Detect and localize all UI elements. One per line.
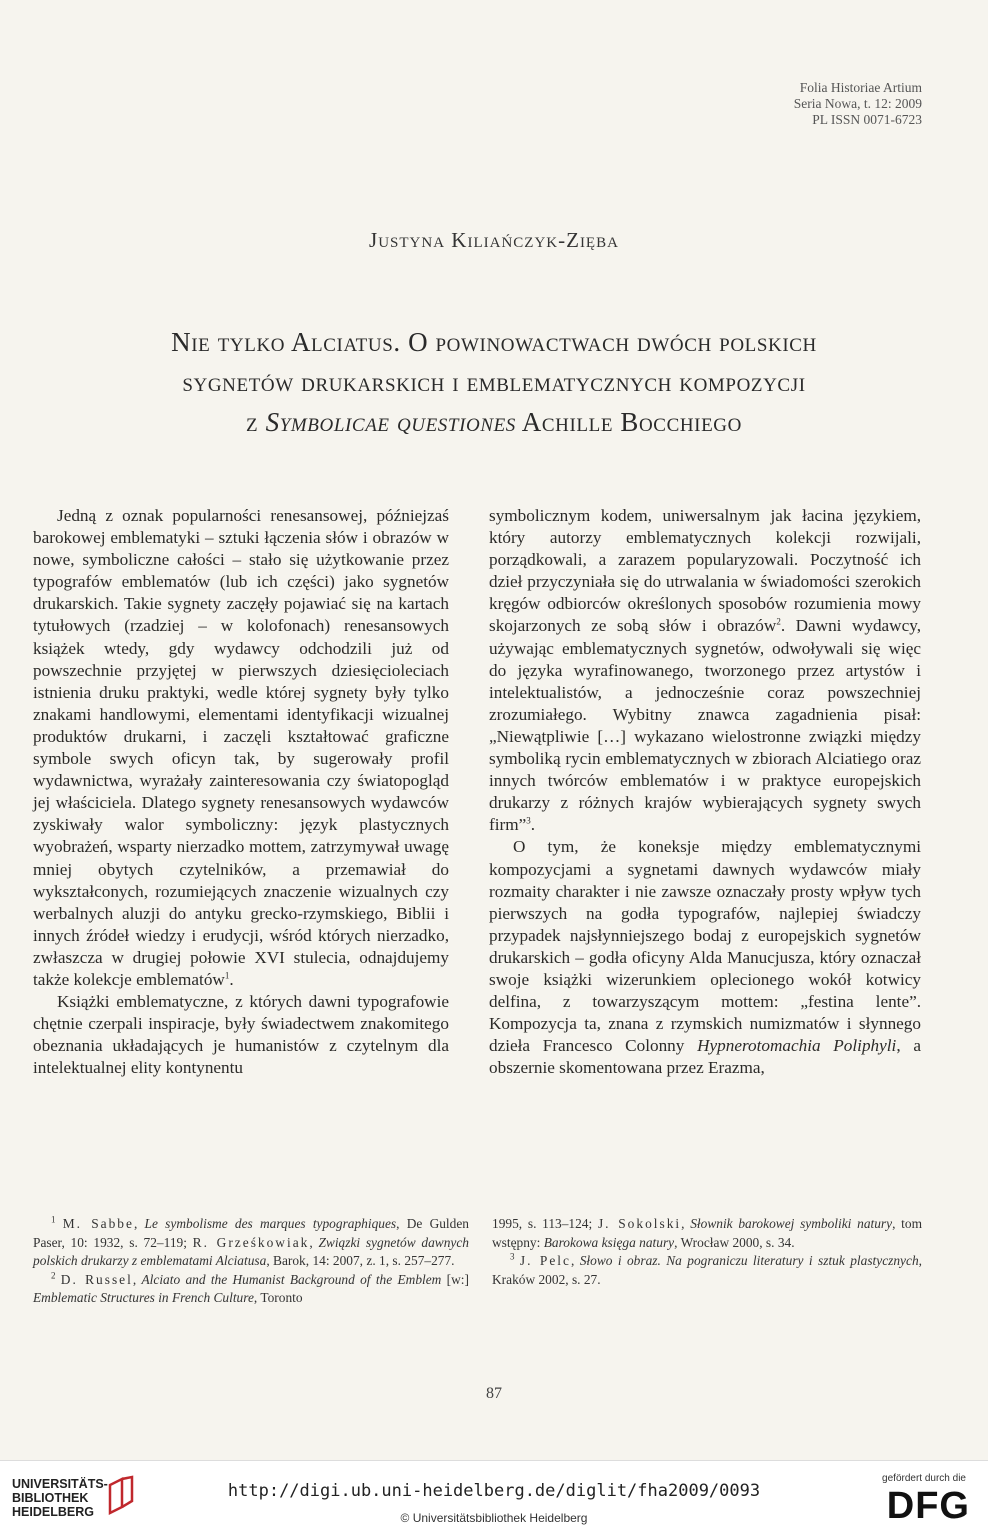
- body-column-right: [489, 505, 921, 1079]
- footnote-ref[interactable]: 3: [526, 815, 531, 826]
- title-prefix: z: [246, 407, 259, 437]
- library-logo[interactable]: UNIVERSITÄTS- BIBLIOTHEK HEIDELBERG: [12, 1477, 108, 1519]
- journal-series: Seria Nowa, t. 12: 2009: [793, 96, 922, 111]
- paragraph: O tym, że koneksje między emblematycznymi kompozycjami a sygnetami dawnych wydawców miały rozmaity charakter i nie zawsze oznaczały prosty wpływ tych pierwszych na godła typografów, najlepiej świadczy przypadek najsłynniejszego bodaj z europejskich sygnetów drukarskich – godła oficyny Alda Manucjusza, który oznaczał swoje książki wizerunkiem oplecionego wokół kotwicy delfina, z towarzyszącym mottem: „festina lente”. Kompozycja ta, znana z rzymskich numizmatów i słynnego dzieła Francesco Colonny Hypnerotomachia Poliphyli, a obszernie skomentowana przez Erazma,: [489, 837, 921, 1078]
- source-url-link[interactable]: http://digi.ub.uni-heidelberg.de/diglit/fha2009/0093: [227, 1481, 761, 1501]
- footnote-2-cont: 1995, s. 113–124; J. Sokolski, Słownik barokowej symboliki natury, tom wstępny: Barokowa księga natury, Wrocław 2000, s. 34.: [492, 1216, 922, 1250]
- viewer-footer: [0, 1460, 988, 1537]
- footnote-ref[interactable]: 1: [224, 970, 230, 981]
- title-suffix: Achille Bocchiego: [521, 407, 742, 437]
- paragraph: symbolicznym kodem, uniwersalnym jak łacina językiem, który autorzy emblematycznych kolekcji rozwijali, porządkowali, a zarazem popularyzowali. Poczytność ich dzieł przyczyniała się do utrwalania w świadomości szerokich kręgów odbiorców określonych sposobów rozumienia mowy skojarzonych ze sobą słów i obrazów$^2$. Dawni wydawcy, używając emblematycznych sygnetów, odwoływali się więc do języka wyrafinowanego, tworzonego przez artystów i intelektualistów, a jednocześnie coraz powszechniej zrozumiałego. Wybitny znawca zagadnienia pisał: „Niewątpliwie […] wykazano wielostronne związki między symboliką rycin emblematycznych w zbiorach Alciatiego oraz innych twórców emblematów i w praktyce europejskich drukarzy z różnych krajów wybierających sygnety swych firm”$^3$.: [489, 506, 921, 835]
- article-title: [40, 322, 948, 442]
- footnotes-right: [492, 1215, 922, 1289]
- title-line-2: sygnetów drukarskich i emblematycznych kompozycji: [182, 367, 806, 397]
- title-line-3: [40, 402, 948, 442]
- article-author: Justyna Kiliańczyk-Zięba: [369, 228, 619, 252]
- footnote-ref[interactable]: 2: [776, 616, 781, 627]
- footnote-3: $^3$ J. Pelc, Słowo i obraz. Na pograniczu literatury i sztuk plastycznych, Kraków 2002, s. 27.: [492, 1251, 922, 1287]
- dfg-logo[interactable]: DFG: [886, 1485, 970, 1527]
- journal-issn: PL ISSN 0071-6723: [812, 112, 922, 127]
- footnote-1: $^1$ M. Sabbe, Le symbolisme des marques typographiques, De Gulden Paser, 10: 1932, s. 72–119; R. Grześkowiak, Związki sygnetów dawnych polskich drukarzy z emblematami Alciatusa, Barok, 14: 2007, z. 1, s. 257–277.: [33, 1214, 470, 1268]
- journal-name: Folia Historiae Artium: [799, 80, 922, 95]
- title-italic: Symbolicae questiones: [265, 407, 516, 437]
- title-line-1: Nie tylko Alciatus. O powinowactwach dwóch polskich: [171, 327, 817, 357]
- page-number: 87: [486, 1385, 502, 1402]
- copyright-text: © Universitätsbibliothek Heidelberg: [400, 1511, 588, 1525]
- body-column-left: [33, 505, 449, 1079]
- funding-label: gefördert durch die: [882, 1473, 966, 1484]
- footnote-2: $^2$ D. Russel, Alciato and the Humanist Background of the Emblem [w:] Emblematic Structures in French Culture, Toronto: [33, 1270, 469, 1305]
- footnotes-left: [33, 1215, 469, 1308]
- paragraph: Książki emblematyczne, z których dawni typografowie chętnie czerpali inspiracje, były świadectwem znakomitego obeznania układających je humanistów z czytelnym dla intelektualnej elity kontynentu: [33, 992, 449, 1078]
- paragraph: Jedną z oznak popularności renesansowej, późniejzaś barokowej emblematyki – sztuki łączenia słów i obrazów w nowe, symboliczne całości – stało się użytkowanie przez typografów emblematów (lub ich części) jako sygnetów drukarskich. Takie sygnety zaczęły pojawiać się na kartach tytułowych (rzadziej – w kolofonach) renesansowych książek wtedy, gdy wydawcy odchodzili już od powszechnie przyjętej w pierwszych dziesięcioleciach istnienia druku praktyki, wedle której sygnety były tylko znakami handlowymi, elementami identyfikacji wizualnej produktów drukarni, i zaczęli kształtować graficzne symbole swych oficyn tak, by sugerowały profil wydawnictwa, wyrażały zainteresowania czy światopogląd jej właściciela. Dlatego sygnety renesansowych wydawców zyskiwały walor symboliczny: język plastycznych wyobrażeń, wsparty nierzadko mottem, zatrzymywał uwagę mniej obytych czytelników, a przemawiał do wykształconych, rozumiejących znaczenie wizualnych czy werbalnych aluzji do antyku grecko-rzymskiego, Biblii i innych źródeł wiedzy i erudycji, wśród których nierzadko, zwłaszcza w drugiej połowie XVI stulecia, odnajdujemy także kolekcje emblematów$^1$.: [33, 506, 449, 989]
- journal-info: [794, 80, 922, 128]
